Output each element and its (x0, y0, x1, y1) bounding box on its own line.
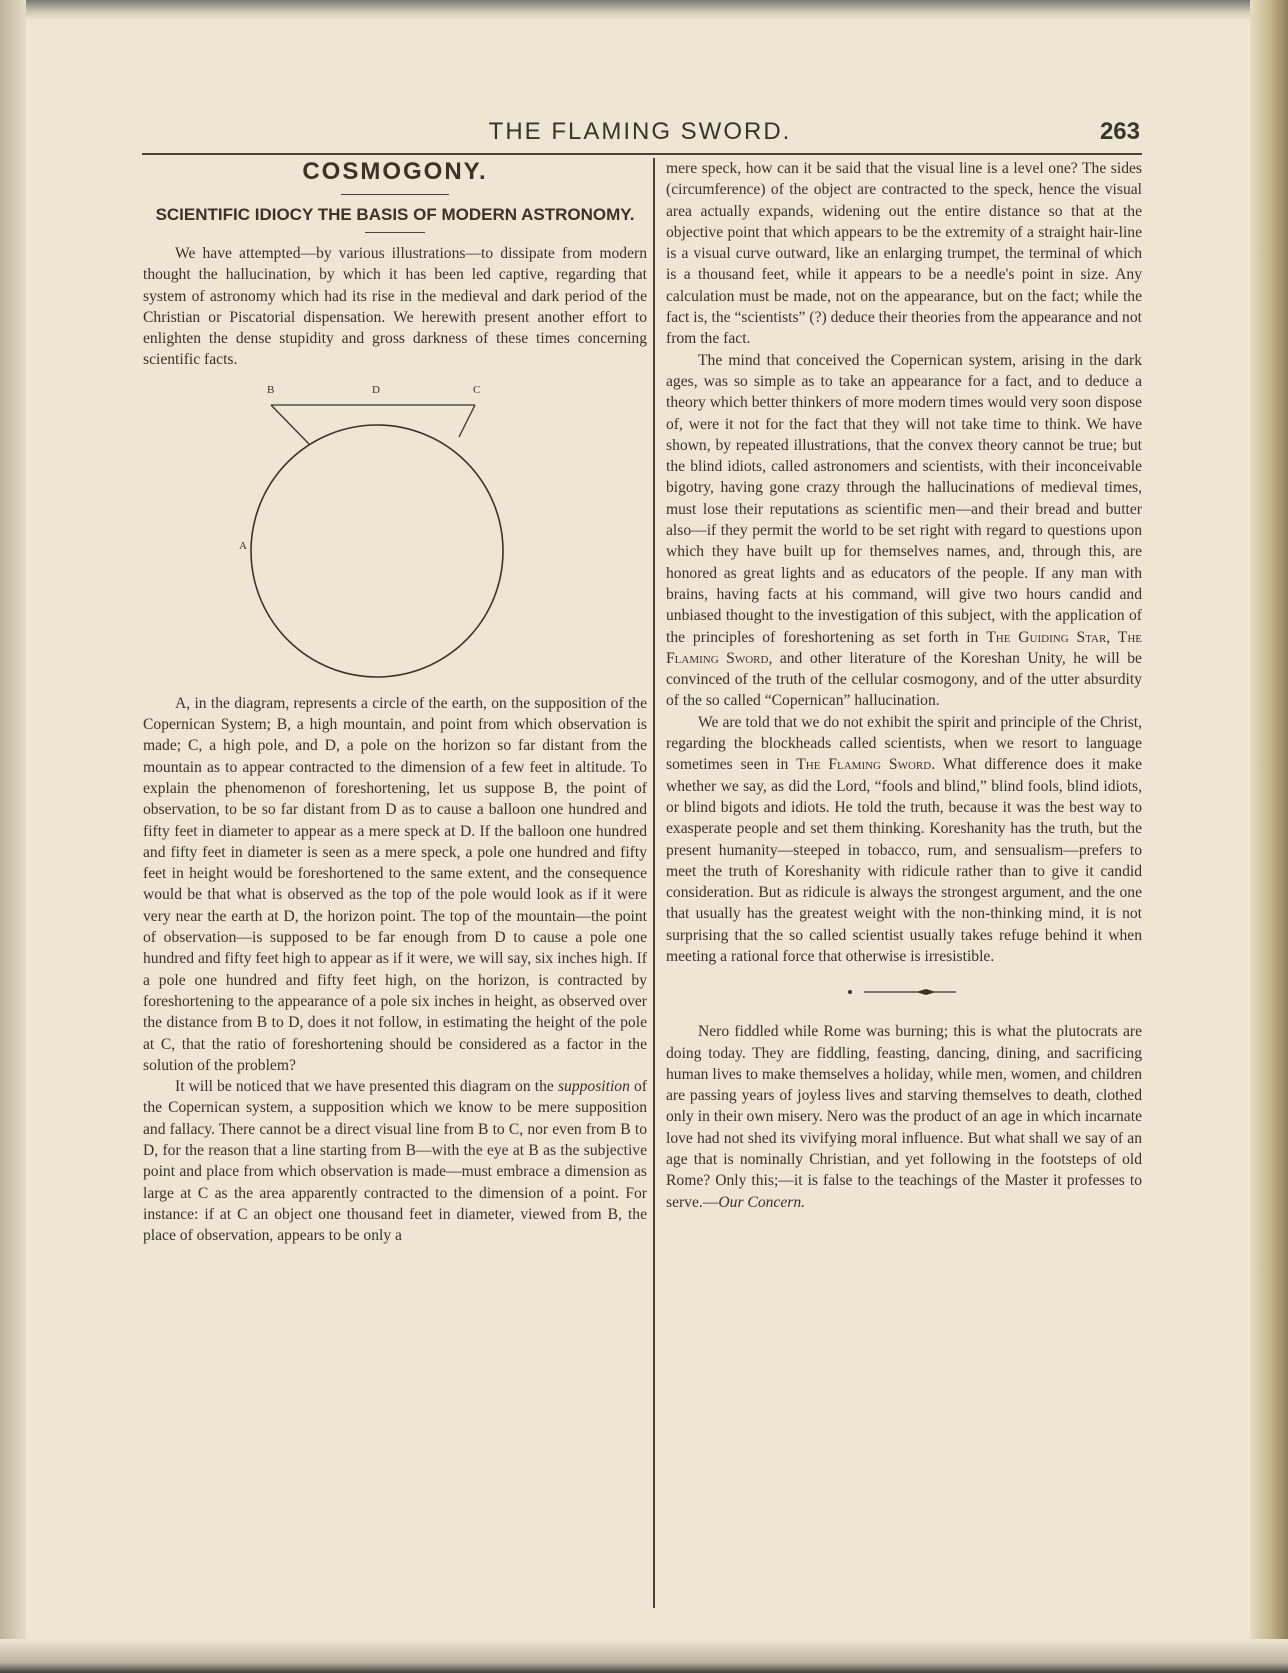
earth-diagram (143, 377, 647, 689)
page-bottom-edge (0, 1639, 1288, 1673)
nero-paragraph (666, 1021, 1142, 1213)
page-left-edge (0, 0, 26, 1673)
line-b-tangent (271, 405, 309, 444)
subtitle-rule (365, 232, 425, 233)
supposition-text-start: It will be noticed that we have presented this diagram on the (175, 1078, 558, 1096)
page-right-edge (1250, 0, 1288, 1673)
koreshanity-text-end: . What difference does it make whether we say, as did the Lord, “fools and blind,” blind fools, blind idiots, or blind bigots and idiots. He told the truth, because it was the best way to exasperate people and set them thinking. Koreshanity has the truth, but the present humanity—steeped in tobacco, rum, and sensualism—prefers to meet the truth of Koreshanity with ridicule rather than to give it candid consideration. But as ridicule is always the strongest argument, and the one that usually has the greatest weight with the non-thinking mind, it is not surprising that the so called scientist usually takes refuge behind it when meeting a rational force that otherwise is irresistible. (666, 756, 1142, 965)
left-column (143, 158, 647, 1247)
page-header (140, 118, 1140, 150)
intro-paragraph: We have attempted—by various illustrations—to dissipate from modern thought the hallucination, by which it has been led captive, regarding that system of astronomy which had its rise in the medieval and dark period of the Christian or Piscatorial dispensation. We herewith present another effort to enlighten the dense stupidity and gross darkness of these times concerning scientific facts. (143, 245, 647, 369)
label-b: B (267, 383, 275, 396)
koreshanity-text-start: We are told that we do not exhibit the spirit and principle of the Christ, regarding the blockheads called scientists, when we resort to language sometimes seen in (666, 713, 1142, 774)
label-d: D (372, 383, 380, 396)
publication-names: The Guiding Star, The Flaming Sword (666, 628, 1142, 667)
label-c: C (473, 383, 481, 396)
nero-text: Nero fiddled while Rome was burning; this is what the plutocrats are doing today. They are fiddling, feasting, dancing, dining, and sacrificing human lives to make themselves a holiday, while men, women, and children are passing years of joyless lives and starving themselves to death, clothed only in their own misery. Nero was the product of an age in which incarnate love had not shed its vivifying moral influence. But what shall we say of an age that is nominally Christian, and yet following in the footsteps of old Rome? Only this;—it is false to the teachings of the Master it professes to serve.— (666, 1023, 1142, 1211)
koreshanity-paragraph (666, 712, 1142, 968)
diagram-explanation-paragraph: A, in the diagram, represents a circle of the earth, on the supposition of the Copernican System; B, a high mountain, and point from which observation is made; C, a high pole, and D, a pole on the horizon so far distant from the mountain as to appear contracted to the dimension of a few feet in altitude. To explain the phenomenon of foreshortening, let us suppose B, the point of observation, to be so far distant from D as to cause a balloon one hundred and fifty feet in diameter to appear as a mere speck at D. If the balloon one hundred and fifty feet in diameter is seen as a mere speck, a pole one hundred and fifty feet in height would be foreshortened to the same extent, and the consequence would be that what is observed as the top of the pole would look as if it were very near the earth at D, the horizon point. The top of the mountain—the point of observation—is supposed to be far enough from D to cause a pole one hundred and fifty feet high to appear as if it were, we will say, six inches high. If a pole one hundred and fifty feet high, on the horizon, is contracted by foreshortening to the appearance of a pole six inches in height, as observed over the distance from B to D, does it not follow, in estimating the height of the pole at C, that the ratio of foreshortening should be considered as a factor in the solution of the problem? (143, 694, 647, 1074)
page-number: 263 (1099, 118, 1140, 145)
earth-circle (251, 425, 503, 677)
column-divider (653, 158, 655, 1608)
article-subtitle: SCIENTIFIC IDIOCY THE BASIS OF MODERN ASTRONOMY. (155, 205, 635, 224)
continuation-paragraph: mere speck, how can it be said that the visual line is a level one? The sides (circumference) of the object are contracted to the speck, hence the visual area actually expands, widening out the entire distance so that at the objective point that which appears to be the extremity of a straight hair-line is a visual curve outward, like an enlarging trumpet, the terminal of which is a thousand feet, while it appears to be a needle's point in size. Any calculation must be made, not on the appearance, but on the fact; while the fact is, the “scientists” (?) deduce their theories from the appearance and not from the fact. (666, 160, 1142, 348)
supposition-paragraph (143, 1076, 647, 1246)
header-rule (142, 153, 1142, 155)
nero-source: Our Concern. (718, 1193, 806, 1211)
section-ornament (844, 987, 964, 997)
article-title: COSMOGONY. (302, 158, 488, 185)
right-column (666, 158, 1142, 1213)
copernican-text-start: The mind that conceived the Copernican system, arising in the dark ages, was so simple as to take an appearance for a fact, and to deduce a theory which better thinkers of more modern times would very soon dispose of, were it not for the fact that they will not take time to think. We have shown, by repeated illustrations, that the convex theory cannot be true; but the blind idiots, called astronomers and scientists, with their inconceivable bigotry, having gone crazy through the hallucinations of medieval times, must lose their reputations as scientific men—and their bread and butter also—if they permit the world to be set right with regard to questions upon which they have built up for themselves names, and, through this, are honored as great lights and as educators of the people. If any man with brains, having facts at his command, will give two hours candid and unbiased thought to the investigation of this subject, with the application of the principles of foreshortening as set forth in (666, 351, 1142, 646)
running-head: THE FLAMING SWORD. (488, 118, 792, 145)
copernican-text-end: , and other literature of the Koreshan Unity, he will be convinced of the truth of the cellular cosmogony, and of the utter absurdity of the so called “Copernican” hallucination. (666, 649, 1142, 710)
label-a: A (239, 539, 247, 552)
supposition-text-end: of the Copernican system, a supposition which we know to be mere supposition and fallacy. There cannot be a direct visual line from B to C, nor even from B to D, for the reason that a line starting from B—with the eye at B as the subjective point and place from which observation is made—must embrace a dimension as large at C as the area apparently contracted to the dimension of a point. For instance: if at C an object one thousand feet in diameter, viewed from B, the place of observation, appears to be only a (143, 1078, 647, 1245)
supposition-emphasis: supposition (557, 1078, 630, 1096)
page-top-edge (0, 0, 1288, 20)
flaming-sword-name: The Flaming Sword (796, 756, 932, 774)
copernican-paragraph (666, 350, 1142, 712)
line-c-pole (459, 405, 475, 437)
title-rule (341, 194, 449, 195)
